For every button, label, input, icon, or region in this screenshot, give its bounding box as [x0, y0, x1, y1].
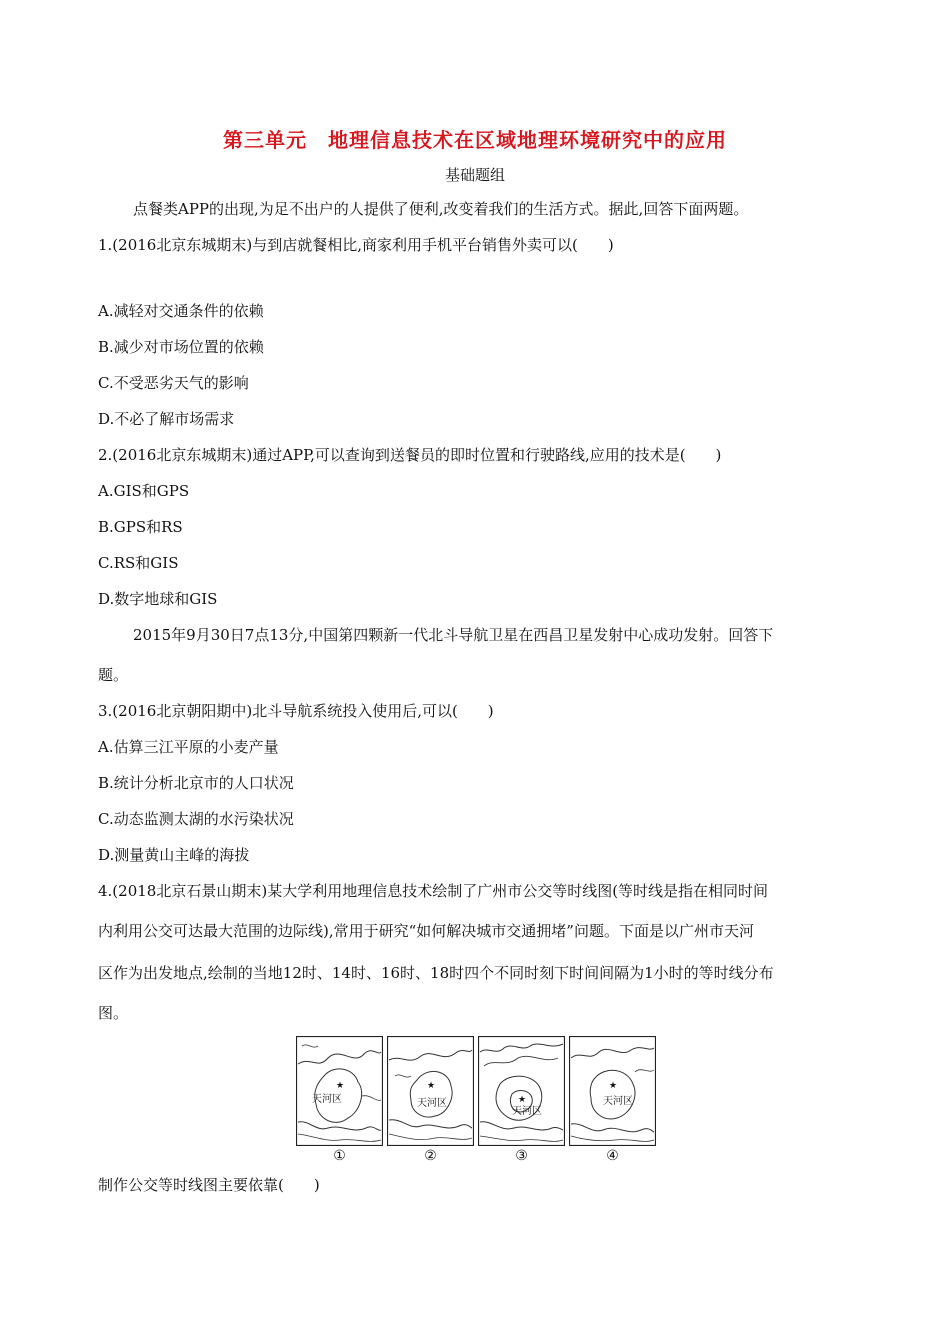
isochrone-map-panel-2	[387, 1036, 474, 1146]
map-label-1: 天河区	[312, 1094, 342, 1105]
question-2-option-b: B.GPS和RS	[98, 518, 183, 536]
isochrone-map-3	[478, 1036, 565, 1146]
question-1-option-a: A.减轻对交通条件的依赖	[98, 302, 264, 320]
isochrone-map-panel-1	[296, 1036, 383, 1146]
question-3-option-a: A.估算三江平原的小麦产量	[98, 738, 279, 756]
question-1-stem: 1.(2016北京东城期末)与到店就餐相比,商家利用手机平台销售外卖可以( )	[98, 236, 614, 254]
svg-text:★: ★	[426, 1081, 436, 1091]
isochrone-map-2	[387, 1036, 474, 1146]
question-2-option-a: A.GIS和GPS	[98, 482, 190, 500]
intro-paragraph-2-line-2: 题。	[98, 666, 129, 684]
isochrone-map-panel-4	[569, 1036, 656, 1146]
svg-text:★: ★	[335, 1081, 345, 1091]
isochrone-map-panel-3	[478, 1036, 565, 1146]
question-1-option-c: C.不受恶劣天气的影响	[98, 374, 249, 392]
panel-label-3: ③	[515, 1148, 528, 1164]
map-label-3: 天河区	[512, 1106, 542, 1117]
isochrone-map-figure	[296, 1036, 658, 1166]
map-label-2: 天河区	[417, 1098, 447, 1109]
question-2-stem: 2.(2016北京东城期末)通过APP,可以查询到送餐员的即时位置和行驶路线,应用的技术是( )	[98, 446, 722, 464]
question-3-option-c: C.动态监测太湖的水污染状况	[98, 810, 294, 828]
intro-paragraph-1: 点餐类APP的出现,为足不出户的人提供了便利,改变着我们的生活方式。据此,回答下面两题。	[133, 200, 749, 218]
question-4-line-4: 图。	[98, 1004, 129, 1022]
svg-text:★: ★	[517, 1095, 527, 1105]
question-4-line-1: 4.(2018北京石景山期末)某大学利用地理信息技术绘制了广州市公交等时线图(等时线是指在相同时间	[98, 882, 769, 900]
isochrone-map-4	[569, 1036, 656, 1146]
question-4-line-3: 区作为出发地点,绘制的当地12时、14时、16时、18时四个不同时刻下时间间隔为1小时的等时线分布	[98, 964, 774, 982]
map-label-4: 天河区	[603, 1096, 633, 1107]
question-2-option-d: D.数字地球和GIS	[98, 590, 218, 608]
question-1-option-b: B.减少对市场位置的依赖	[98, 338, 264, 356]
question-4-line-2: 内利用公交可达最大范围的边际线),常用于研究“如何解决城市交通拥堵”问题。下面是以广州市天河	[98, 922, 754, 940]
svg-text:★: ★	[608, 1081, 618, 1091]
panel-label-2: ②	[424, 1148, 437, 1164]
question-3-option-b: B.统计分析北京市的人口状况	[98, 774, 294, 792]
question-3-option-d: D.测量黄山主峰的海拔	[98, 846, 250, 864]
question-3-stem: 3.(2016北京朝阳期中)北斗导航系统投入使用后,可以( )	[98, 702, 494, 720]
section-subtitle: 基础题组	[444, 166, 505, 184]
question-1-option-d: D.不必了解市场需求	[98, 410, 235, 428]
panel-label-1: ①	[333, 1148, 346, 1164]
question-2-option-c: C.RS和GIS	[98, 554, 179, 572]
panel-label-4: ④	[606, 1148, 619, 1164]
question-4-stem: 制作公交等时线图主要依靠( )	[98, 1176, 320, 1194]
page-title: 第三单元 地理信息技术在区域地理环境研究中的应用	[223, 128, 727, 152]
intro-paragraph-2-line-1: 2015年9月30日7点13分,中国第四颗新一代北斗导航卫星在西昌卫星发射中心成功发射。回答下	[133, 626, 774, 644]
